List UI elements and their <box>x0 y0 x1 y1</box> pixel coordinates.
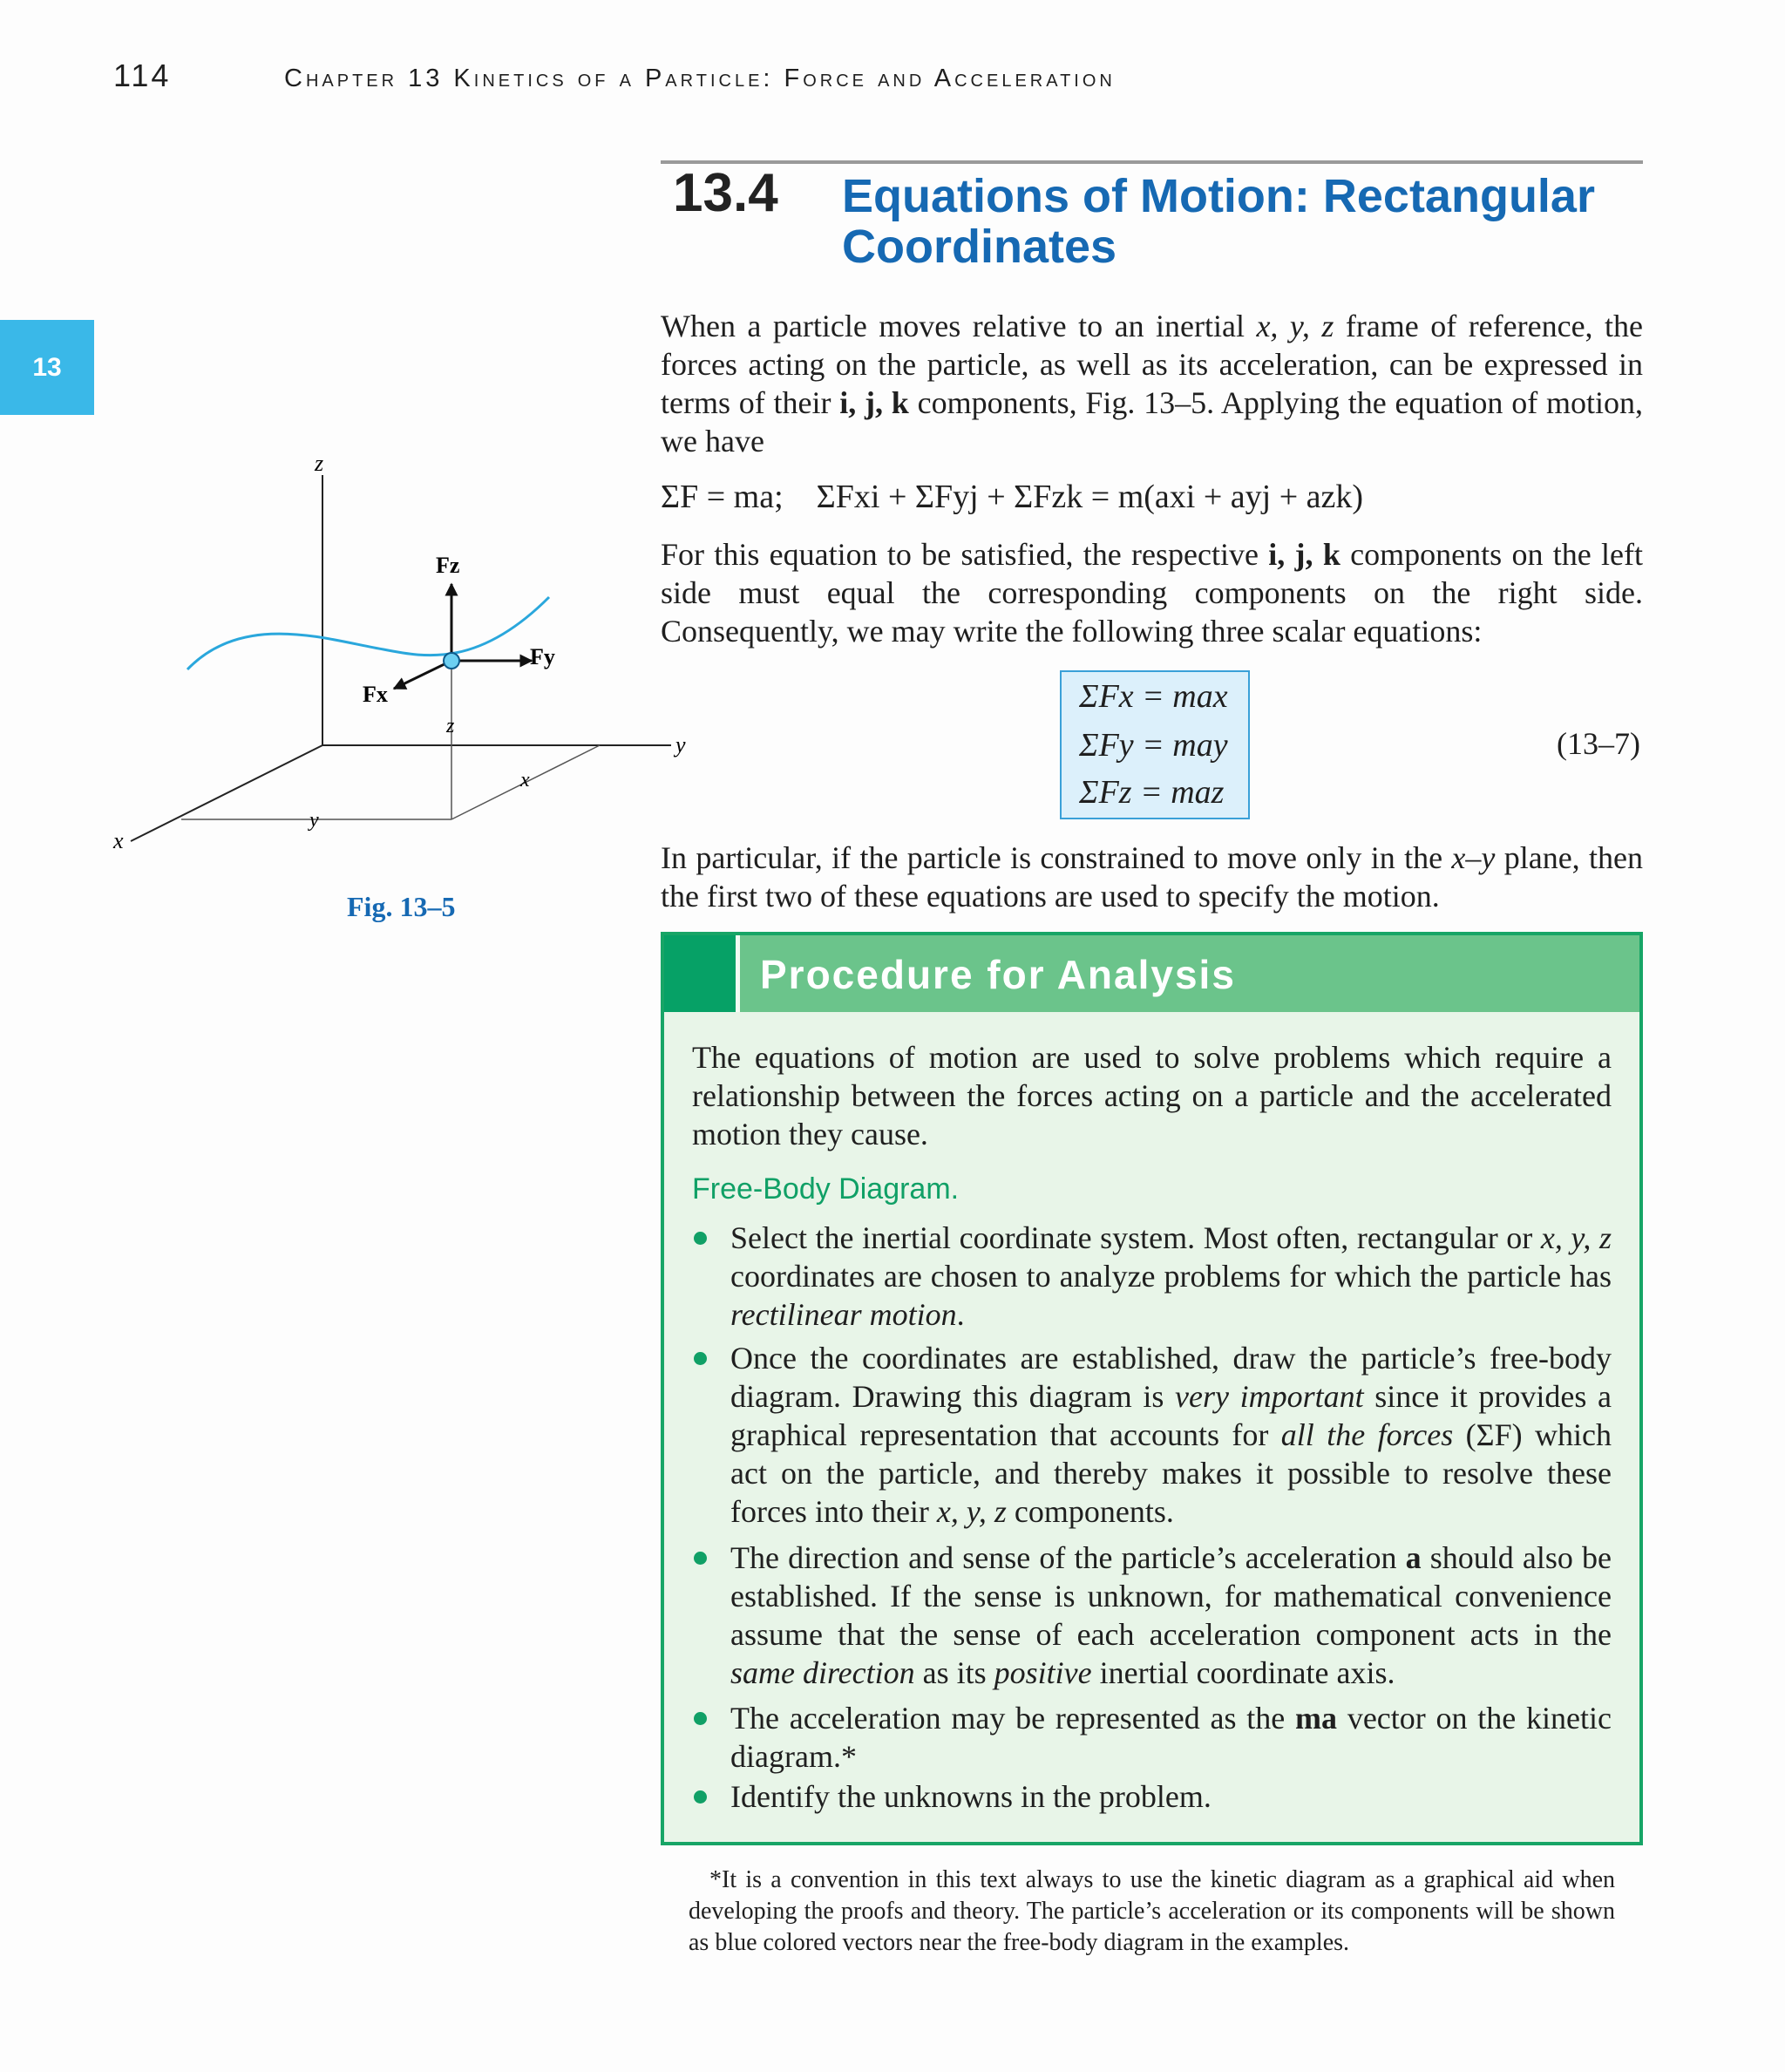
bullet-2-text-g: components. <box>1006 1494 1174 1529</box>
second-text-2: components on the left side must equal the corresponding components on the right side. Consequently, we may write the following three scalar equations: <box>661 537 1644 649</box>
equation-number: (13–7) <box>1557 726 1640 761</box>
intro-paragraph <box>661 307 1643 460</box>
intro-xyz: x, y, z <box>1256 309 1334 343</box>
figure-13-5 <box>105 436 715 872</box>
bullet-1-text-a: Select the inertial coordinate system. Most often, rectangular or <box>730 1220 1541 1255</box>
label-y-axis: y <box>675 732 686 757</box>
second-paragraph <box>661 535 1643 650</box>
running-header: Chapter 13 Kinetics of a Particle: Force and Acceleration <box>284 65 1116 92</box>
section-number: 13.4 <box>673 163 778 223</box>
section-title: Equations of Motion: Rectangular Coordinates <box>842 170 1595 273</box>
bullet-2-text-c: since it provides a graphical representation that accounts for <box>730 1379 1612 1452</box>
intro-text-2: frame of reference, the forces acting on the particle, as well as its acceleration, can be expressed in terms of their <box>661 309 1644 420</box>
equation-lhs: ΣF = ma; <box>661 479 784 515</box>
intro-text-1: When a particle moves relative to an inertial <box>661 309 1257 343</box>
bullet-2-xyz: x, y, z <box>936 1494 1007 1529</box>
equation-x: ΣFx = max <box>1079 678 1228 715</box>
particle-path <box>187 597 549 669</box>
procedure-bullet-3 <box>730 1539 1612 1692</box>
procedure-intro: The equations of motion are used to solve problems which require a relationship between the forces acting on a particle and the accelerated motion they cause. <box>692 1040 1612 1151</box>
procedure-bullet-5 <box>730 1777 1612 1816</box>
procedure-header-divider <box>736 935 740 1012</box>
bullet-3-acceleration: a <box>1405 1540 1422 1575</box>
equation-z: ΣFz = maz <box>1079 774 1225 811</box>
procedure-header <box>664 935 1639 1012</box>
procedure-bullet-2 <box>730 1339 1612 1531</box>
label-x-dimension: x <box>520 769 530 791</box>
bullet-3-positive: positive <box>994 1655 1092 1690</box>
free-body-diagram-heading: Free-Body Diagram. <box>692 1172 960 1206</box>
force-fx-arrow <box>394 661 451 689</box>
bullet-5-text: Identify the unknowns in the problem. <box>730 1779 1211 1814</box>
equation-rhs: ΣFxi + ΣFyj + ΣFzk = m(axi + ayj + azk) <box>816 479 1364 515</box>
equation-main <box>661 478 1363 516</box>
bullet-2-text-e: (ΣF) which act on the particle, and thereby makes it possible to resolve these forces into their <box>730 1417 1612 1529</box>
bullet-1-xyz: x, y, z <box>1540 1220 1612 1255</box>
intro-ijk: i, j, k <box>839 385 909 420</box>
bullet-4-text-c: vector on the kinetic diagram.* <box>730 1701 1612 1774</box>
procedure-bullet-1 <box>730 1219 1612 1334</box>
x-axis <box>131 745 322 841</box>
bullet-2-text-a: Once the coordinates are established, draw the particle’s free-body diagram. Drawing this diagram is <box>730 1341 1612 1414</box>
bullet-3-text-c: should also be established. If the sense is unknown, for mathematical convenience assume that the sense of each acceleration component acts in the <box>730 1540 1612 1652</box>
third-text-2: plane, then the first two of these equations are used to specify the motion. <box>661 840 1643 914</box>
bullet-1-rectilinear: rectilinear motion <box>730 1297 957 1332</box>
procedure-header-accent <box>664 935 736 1012</box>
bullet-1-text-e: . <box>956 1297 965 1332</box>
label-z-dimension: z <box>446 715 455 737</box>
third-text-1: In particular, if the particle is constrained to move only in the <box>661 840 1452 875</box>
bullet-3-text-a: The direction and sense of the particle’s acceleration <box>730 1540 1406 1575</box>
second-ijk: i, j, k <box>1268 537 1340 572</box>
bullet-2-very-important: very important <box>1175 1379 1364 1414</box>
bullet-2-all-forces: all the forces <box>1280 1417 1454 1452</box>
bullet-3-same-direction: same direction <box>730 1655 915 1690</box>
third-plane: x–y <box>1451 840 1496 875</box>
footnote: *It is a convention in this text always to use the kinetic diagram as a graphical aid when developing the proofs and theory. The particle’s acceleration or its components will be shown as blue colored vectors near the free-body diagram in the examples. <box>689 1866 1615 1956</box>
label-fx: Fx <box>363 682 388 707</box>
label-z-axis: z <box>315 451 324 476</box>
second-text-1: For this equation to be satisfied, the respective <box>661 537 1269 572</box>
label-x-axis: x <box>113 828 124 853</box>
bullet-4-ma: ma <box>1295 1701 1338 1736</box>
label-fy: Fy <box>530 644 555 669</box>
figure-caption: Fig. 13–5 <box>347 891 456 922</box>
particle <box>444 653 459 669</box>
page-number: 114 <box>113 58 172 93</box>
bullet-3-text-g: inertial coordinate axis. <box>1091 1655 1395 1690</box>
intro-text-3: components, Fig. 13–5. Applying the equation of motion, we have <box>661 385 1643 459</box>
section-rule <box>661 160 1643 164</box>
bullet-1-text-c: coordinates are chosen to analyze problems for which the particle has <box>730 1259 1612 1294</box>
procedure-title: Procedure for Analysis <box>760 952 1236 997</box>
scalar-equations-box <box>1060 670 1250 819</box>
label-fz: Fz <box>436 553 460 578</box>
label-y-dimension: y <box>309 809 319 832</box>
bullet-4-text-a: The acceleration may be represented as the <box>730 1701 1296 1736</box>
chapter-tab: 13 <box>0 320 94 415</box>
equation-y: ΣFy = may <box>1079 727 1228 764</box>
procedure-box <box>661 932 1643 1845</box>
third-paragraph <box>661 839 1643 915</box>
procedure-bullet-4 <box>730 1699 1612 1776</box>
bullet-3-text-e: as its <box>914 1655 994 1690</box>
